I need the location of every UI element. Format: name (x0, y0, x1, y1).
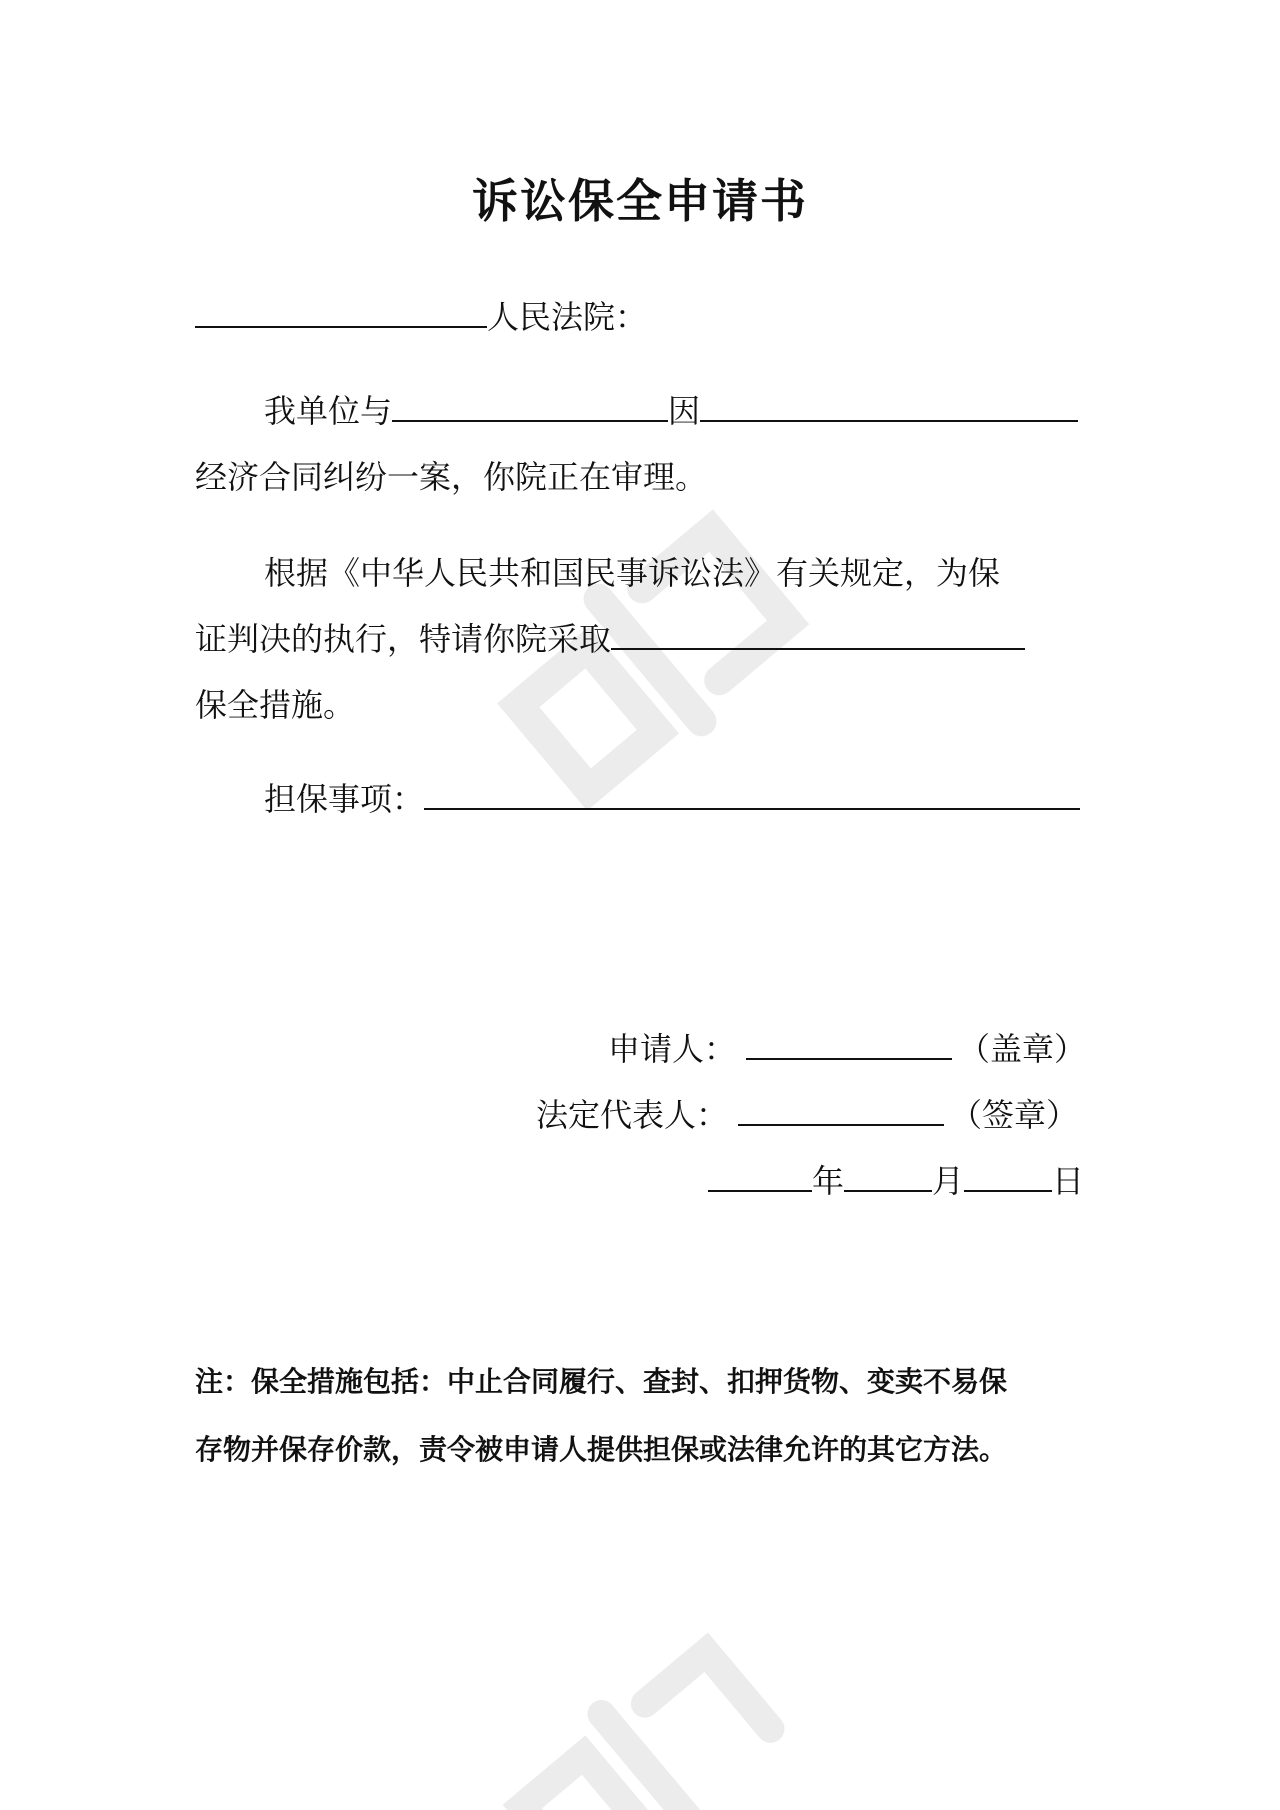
year-blank[interactable] (708, 1160, 812, 1192)
para1-prefix: 我单位与 (264, 392, 393, 430)
guarantee-label: 担保事项： (264, 780, 425, 818)
guarantee-line (264, 777, 1080, 821)
para2-line1: 根据《中华人民共和国民事诉讼法》有关规定，为保 (264, 554, 1001, 592)
para2-line3: 保全措施。 (195, 686, 356, 724)
para2-line2 (195, 617, 1025, 661)
guarantee-blank[interactable] (424, 778, 1080, 810)
rep-label: 法定代表人： (536, 1096, 729, 1134)
para2-line2-prefix: 证判决的执行，特请你院采取 (195, 620, 612, 658)
reason-blank[interactable] (700, 390, 1078, 422)
year-label: 年 (812, 1162, 845, 1200)
day-label: 日 (1052, 1162, 1085, 1200)
page-title: 诉讼保全申请书 (472, 174, 808, 228)
court-name-blank[interactable] (195, 296, 487, 328)
rep-suffix: （签章） (950, 1096, 1079, 1134)
applicant-blank[interactable] (746, 1028, 952, 1060)
para1-line1 (264, 389, 1078, 433)
para1-middle: 因 (668, 392, 701, 430)
court-suffix: 人民法院： (487, 298, 648, 336)
applicant-suffix: （盖章） (958, 1030, 1087, 1068)
applicant-line (608, 1027, 1086, 1071)
rep-blank[interactable] (738, 1094, 944, 1126)
note-line2: 存物并保存价款，责令被申请人提供担保或法律允许的其它方法。 (195, 1433, 1008, 1466)
measure-blank[interactable] (611, 618, 1025, 650)
rep-line (536, 1093, 1078, 1137)
day-blank[interactable] (964, 1160, 1052, 1192)
note-line1: 注：保全措施包括：中止合同履行、查封、扣押货物、变卖不易保 (195, 1365, 1008, 1398)
para1-line2: 经济合同纠纷一案，你院正在审理。 (195, 458, 708, 496)
applicant-label: 申请人： (608, 1030, 737, 1068)
court-line (195, 295, 647, 339)
month-blank[interactable] (844, 1160, 932, 1192)
opponent-blank[interactable] (392, 390, 668, 422)
month-label: 月 (932, 1162, 965, 1200)
date-line (708, 1159, 1084, 1203)
watermark-graphic (460, 1620, 820, 1810)
